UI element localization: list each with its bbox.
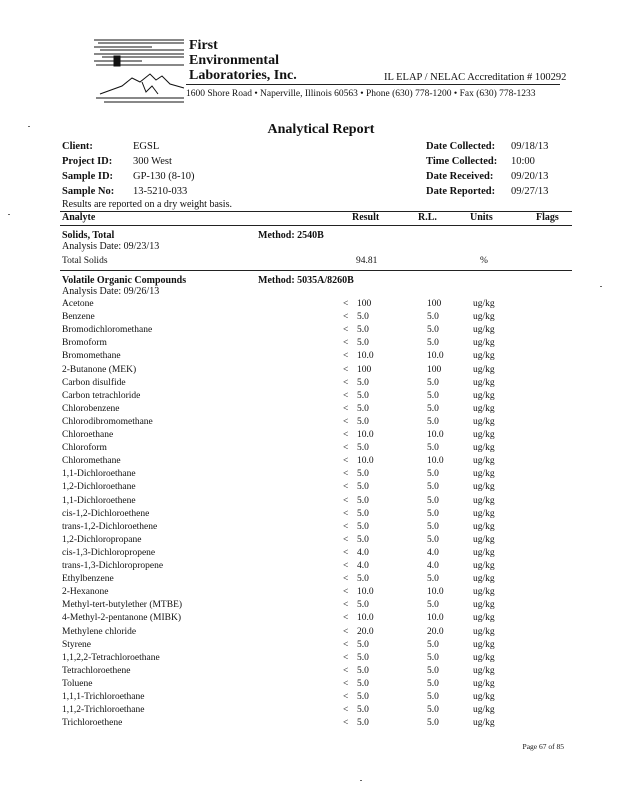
- table-row: [0, 627, 642, 640]
- col-result: Result: [352, 212, 380, 223]
- table-row: [0, 666, 642, 679]
- qualifier: <: [343, 338, 349, 349]
- rl-value: 4.0: [427, 547, 439, 558]
- qualifier: <: [343, 574, 349, 585]
- analyte-name: Carbon disulfide: [62, 377, 126, 388]
- report-title: Analytical Report: [267, 122, 375, 137]
- solids-method: Method: 2540B: [258, 230, 324, 241]
- result-value: 5.0: [357, 574, 369, 585]
- table-row: [0, 600, 642, 613]
- table-row: [0, 456, 642, 469]
- voc-section-title: Volatile Organic Compounds: [62, 275, 187, 286]
- rl-value: 10.0: [427, 456, 444, 467]
- units-value: ug/kg: [473, 495, 495, 506]
- table-row: [0, 653, 642, 666]
- analyte-name: 4-Methyl-2-pentanone (MIBK): [62, 613, 181, 624]
- analyte-name: Tetrachloroethene: [62, 665, 131, 676]
- units-value: ug/kg: [473, 456, 495, 467]
- qualifier: <: [343, 587, 349, 598]
- analyte-name: Methylene chloride: [62, 626, 137, 637]
- units-value: ug/kg: [473, 403, 495, 414]
- units-value: ug/kg: [473, 561, 495, 571]
- company-name-line-2: Environmental: [189, 53, 279, 68]
- result-value: 5.0: [357, 482, 369, 493]
- qualifier: <: [343, 534, 349, 545]
- rl-value: 5.0: [427, 403, 439, 414]
- analyte-name: Bromodichloromethane: [62, 325, 153, 336]
- qualifier: <: [343, 443, 349, 454]
- qualifier: <: [343, 652, 349, 663]
- date-reported-label: Date Reported:: [426, 186, 496, 197]
- header-rule-top: [60, 211, 572, 212]
- col-flags: Flags: [536, 212, 559, 223]
- analyte-name: 1,2-Dichloroethane: [62, 482, 136, 493]
- project-id-label: Project ID:: [62, 156, 113, 167]
- date-collected-value: 09/18/13: [511, 141, 549, 152]
- units-value: ug/kg: [473, 390, 495, 401]
- units-value: ug/kg: [473, 469, 495, 480]
- rl-value: 20.0: [427, 626, 444, 637]
- units-value: ug/kg: [473, 482, 495, 493]
- qualifier: <: [343, 469, 349, 480]
- units-value: ug/kg: [473, 534, 495, 545]
- units-value: ug/kg: [473, 613, 495, 624]
- project-id-value: 300 West: [133, 156, 172, 167]
- analyte-name: Trichloroethene: [62, 718, 123, 729]
- result-value: 5.0: [357, 338, 369, 349]
- units-value: ug/kg: [473, 377, 495, 388]
- units-value: ug/kg: [473, 338, 495, 349]
- qualifier: <: [343, 547, 349, 558]
- rl-value: 5.0: [427, 574, 439, 585]
- rl-value: 10.0: [427, 430, 444, 440]
- qualifier: <: [343, 403, 349, 414]
- sample-id-value: GP-130 (8-10): [133, 171, 195, 182]
- analyte-name: Bromoform: [62, 338, 107, 349]
- analyte-name: Benzene: [62, 312, 95, 323]
- qualifier: <: [343, 639, 349, 650]
- result-value: 5.0: [357, 325, 369, 336]
- table-row: [0, 692, 642, 705]
- qualifier: <: [343, 692, 349, 702]
- rl-value: 5.0: [427, 652, 439, 663]
- rl-value: 5.0: [427, 416, 439, 427]
- qualifier: <: [343, 561, 349, 571]
- units-value: ug/kg: [473, 652, 495, 663]
- scan-speck: [8, 214, 10, 215]
- qualifier: <: [343, 665, 349, 676]
- units-value: ug/kg: [473, 312, 495, 323]
- result-value: 20.0: [357, 626, 374, 637]
- units-value: ug/kg: [473, 718, 495, 729]
- analyte-name: 1,1,2,2-Tetrachloroethane: [62, 652, 160, 663]
- table-row: [0, 378, 642, 391]
- qualifier: <: [343, 351, 349, 362]
- result-value: 5.0: [357, 416, 369, 427]
- sample-no-label: Sample No:: [62, 186, 115, 197]
- client-label: Client:: [62, 141, 93, 152]
- rl-value: 100: [427, 299, 442, 309]
- date-received-label: Date Received:: [426, 171, 494, 182]
- result-value: 5.0: [357, 705, 369, 716]
- rl-value: 5.0: [427, 377, 439, 388]
- qualifier: <: [343, 456, 349, 467]
- rl-value: 5.0: [427, 469, 439, 480]
- table-row: [0, 325, 642, 338]
- units-value: ug/kg: [473, 574, 495, 585]
- qualifier: <: [343, 312, 349, 323]
- table-row: [0, 587, 642, 600]
- time-collected-label: Time Collected:: [426, 156, 498, 167]
- page-number: Page 67 of 85: [522, 742, 564, 751]
- scan-speck: [360, 780, 362, 781]
- col-analyte: Analyte: [62, 212, 96, 223]
- date-collected-label: Date Collected:: [426, 141, 496, 152]
- table-row: [0, 640, 642, 653]
- scan-speck: [28, 126, 30, 127]
- qualifier: <: [343, 377, 349, 388]
- analyte-name: Chlorobenzene: [62, 403, 120, 414]
- table-row: [0, 430, 642, 443]
- rl-value: 5.0: [427, 325, 439, 336]
- table-row: [0, 351, 642, 364]
- analyte-name: Chloroethane: [62, 430, 114, 440]
- result-value: 5.0: [357, 495, 369, 506]
- table-row: [0, 299, 642, 312]
- result-value: 5.0: [357, 692, 369, 702]
- table-row: [0, 535, 642, 548]
- table-row: [0, 391, 642, 404]
- rl-value: 5.0: [427, 705, 439, 716]
- solids-analysis-date: Analysis Date: 09/23/13: [62, 241, 160, 252]
- rl-value: 5.0: [427, 639, 439, 650]
- table-row: [0, 256, 642, 269]
- units-value: ug/kg: [473, 600, 495, 611]
- qualifier: <: [343, 325, 349, 336]
- units-value: ug/kg: [473, 626, 495, 637]
- time-collected-value: 10:00: [511, 156, 535, 167]
- table-row: [0, 522, 642, 535]
- table-row: [0, 482, 642, 495]
- units-value: ug/kg: [473, 692, 495, 702]
- analyte-name: Toluene: [62, 678, 93, 689]
- col-units: Units: [470, 212, 493, 223]
- units-value: ug/kg: [473, 416, 495, 427]
- units-value: ug/kg: [473, 299, 495, 309]
- units-value: ug/kg: [473, 443, 495, 454]
- rl-value: 5.0: [427, 390, 439, 401]
- rl-value: 5.0: [427, 312, 439, 323]
- rl-value: 5.0: [427, 718, 439, 729]
- analyte-name: trans-1,3-Dichloropropene: [62, 561, 164, 571]
- analyte-name: Chloroform: [62, 443, 107, 454]
- units-value: %: [480, 256, 488, 266]
- result-value: 5.0: [357, 718, 369, 729]
- analyte-name: Methyl-tert-butylether (MTBE): [62, 600, 183, 611]
- date-received-value: 09/20/13: [511, 171, 549, 182]
- units-value: ug/kg: [473, 665, 495, 676]
- result-value: 10.0: [357, 456, 374, 467]
- company-name-line-1: First: [189, 38, 218, 53]
- result-value: 5.0: [357, 652, 369, 663]
- qualifier: <: [343, 600, 349, 611]
- col-rl: R.L.: [418, 212, 437, 223]
- result-value: 5.0: [357, 377, 369, 388]
- table-row: [0, 718, 642, 731]
- analyte-name: Acetone: [62, 299, 94, 309]
- units-value: ug/kg: [473, 587, 495, 598]
- result-value: 5.0: [357, 534, 369, 545]
- rl-value: 5.0: [427, 665, 439, 676]
- analyte-name: Chloromethane: [62, 456, 121, 467]
- qualifier: <: [343, 678, 349, 689]
- result-value: 5.0: [357, 390, 369, 401]
- rl-value: 4.0: [427, 561, 439, 571]
- solids-rule: [60, 270, 572, 271]
- result-value: 5.0: [357, 443, 369, 454]
- units-value: ug/kg: [473, 639, 495, 650]
- rl-value: 5.0: [427, 692, 439, 702]
- qualifier: <: [343, 495, 349, 506]
- client-value: EGSL: [133, 141, 160, 152]
- analyte-name: 2-Hexanone: [62, 587, 109, 598]
- result-value: 10.0: [357, 587, 374, 598]
- result-value: 4.0: [357, 547, 369, 558]
- analyte-name: cis-1,2-Dichloroethene: [62, 508, 150, 519]
- table-row: [0, 705, 642, 718]
- solids-section-title: Solids, Total: [62, 230, 115, 241]
- accreditation: IL ELAP / NELAC Accreditation # 100292: [384, 72, 567, 83]
- table-row: [0, 338, 642, 351]
- qualifier: <: [343, 508, 349, 519]
- qualifier: <: [343, 482, 349, 493]
- sample-no-value: 13-5210-033: [133, 186, 188, 197]
- table-row: [0, 469, 642, 482]
- qualifier: <: [343, 430, 349, 440]
- analyte-name: 2-Butanone (MEK): [62, 364, 137, 375]
- rl-value: 5.0: [427, 443, 439, 454]
- analyte-name: cis-1,3-Dichloropropene: [62, 547, 156, 558]
- qualifier: <: [343, 705, 349, 716]
- analyte-name: 1,1-Dichloroethene: [62, 495, 136, 506]
- rl-value: 5.0: [427, 600, 439, 611]
- qualifier: <: [343, 390, 349, 401]
- rl-value: 5.0: [427, 678, 439, 689]
- basis-note: Results are reported on a dry weight basis.: [62, 199, 232, 210]
- header-rule-bottom: [60, 225, 572, 226]
- analyte-name: 1,1,2-Trichloroethane: [62, 705, 145, 716]
- analyte-name: Styrene: [62, 639, 92, 650]
- table-row: [0, 509, 642, 522]
- result-value: 94.81: [356, 256, 378, 266]
- table-row: [0, 561, 642, 574]
- table-row: [0, 574, 642, 587]
- result-value: 5.0: [357, 665, 369, 676]
- result-value: 5.0: [357, 521, 369, 532]
- analyte-name: trans-1,2-Dichloroethene: [62, 521, 158, 532]
- result-value: 5.0: [357, 600, 369, 611]
- result-value: 10.0: [357, 613, 374, 624]
- table-row: [0, 404, 642, 417]
- qualifier: <: [343, 613, 349, 624]
- units-value: ug/kg: [473, 705, 495, 716]
- result-value: 5.0: [357, 508, 369, 519]
- analyte-name: Carbon tetrachloride: [62, 390, 141, 401]
- analyte-name: Ethylbenzene: [62, 574, 114, 585]
- date-reported-value: 09/27/13: [511, 186, 549, 197]
- table-row: [0, 365, 642, 378]
- rl-value: 5.0: [427, 534, 439, 545]
- voc-analysis-date: Analysis Date: 09/26/13: [62, 286, 160, 297]
- analyte-name: Chlorodibromomethane: [62, 416, 153, 427]
- result-value: 4.0: [357, 561, 369, 571]
- analyte-name: 1,2-Dichloropropane: [62, 534, 142, 545]
- analyte-name: 1,1-Dichloroethane: [62, 469, 136, 480]
- units-value: ug/kg: [473, 325, 495, 336]
- table-row: [0, 613, 642, 626]
- units-value: ug/kg: [473, 521, 495, 532]
- rl-value: 5.0: [427, 508, 439, 519]
- table-row: [0, 548, 642, 561]
- result-value: 5.0: [357, 639, 369, 650]
- units-value: ug/kg: [473, 430, 495, 440]
- units-value: ug/kg: [473, 351, 495, 362]
- units-value: ug/kg: [473, 364, 495, 375]
- rl-value: 10.0: [427, 587, 444, 598]
- company-logo: [92, 36, 187, 106]
- qualifier: <: [343, 626, 349, 637]
- letterhead-rule: [186, 84, 560, 85]
- qualifier: <: [343, 521, 349, 532]
- result-value: 5.0: [357, 403, 369, 414]
- result-value: 5.0: [357, 312, 369, 323]
- table-row: [0, 417, 642, 430]
- qualifier: <: [343, 718, 349, 729]
- rl-value: 5.0: [427, 495, 439, 506]
- lab-address: 1600 Shore Road • Naperville, Illinois 60563 • Phone (630) 778-1200 • Fax (630) 778-1233: [186, 89, 536, 99]
- units-value: ug/kg: [473, 508, 495, 519]
- qualifier: <: [343, 299, 349, 309]
- voc-method: Method: 5035A/8260B: [258, 275, 354, 286]
- result-value: 5.0: [357, 469, 369, 480]
- rl-value: 5.0: [427, 338, 439, 349]
- analyte-name: Total Solids: [62, 256, 108, 266]
- qualifier: <: [343, 364, 349, 375]
- units-value: ug/kg: [473, 678, 495, 689]
- rl-value: 10.0: [427, 613, 444, 624]
- result-value: 100: [357, 364, 372, 375]
- result-value: 100: [357, 299, 372, 309]
- table-row: [0, 679, 642, 692]
- company-name-line-3: Laboratories, Inc.: [189, 68, 297, 83]
- units-value: ug/kg: [473, 547, 495, 558]
- table-row: [0, 312, 642, 325]
- table-row: [0, 496, 642, 509]
- result-value: 5.0: [357, 678, 369, 689]
- rl-value: 5.0: [427, 482, 439, 493]
- result-value: 10.0: [357, 430, 374, 440]
- qualifier: <: [343, 416, 349, 427]
- rl-value: 10.0: [427, 351, 444, 362]
- rl-value: 5.0: [427, 521, 439, 532]
- scan-speck: [600, 286, 602, 287]
- table-row: [0, 443, 642, 456]
- analyte-name: 1,1,1-Trichloroethane: [62, 692, 145, 702]
- result-value: 10.0: [357, 351, 374, 362]
- analyte-name: Bromomethane: [62, 351, 121, 362]
- sample-id-label: Sample ID:: [62, 171, 114, 182]
- rl-value: 100: [427, 364, 442, 375]
